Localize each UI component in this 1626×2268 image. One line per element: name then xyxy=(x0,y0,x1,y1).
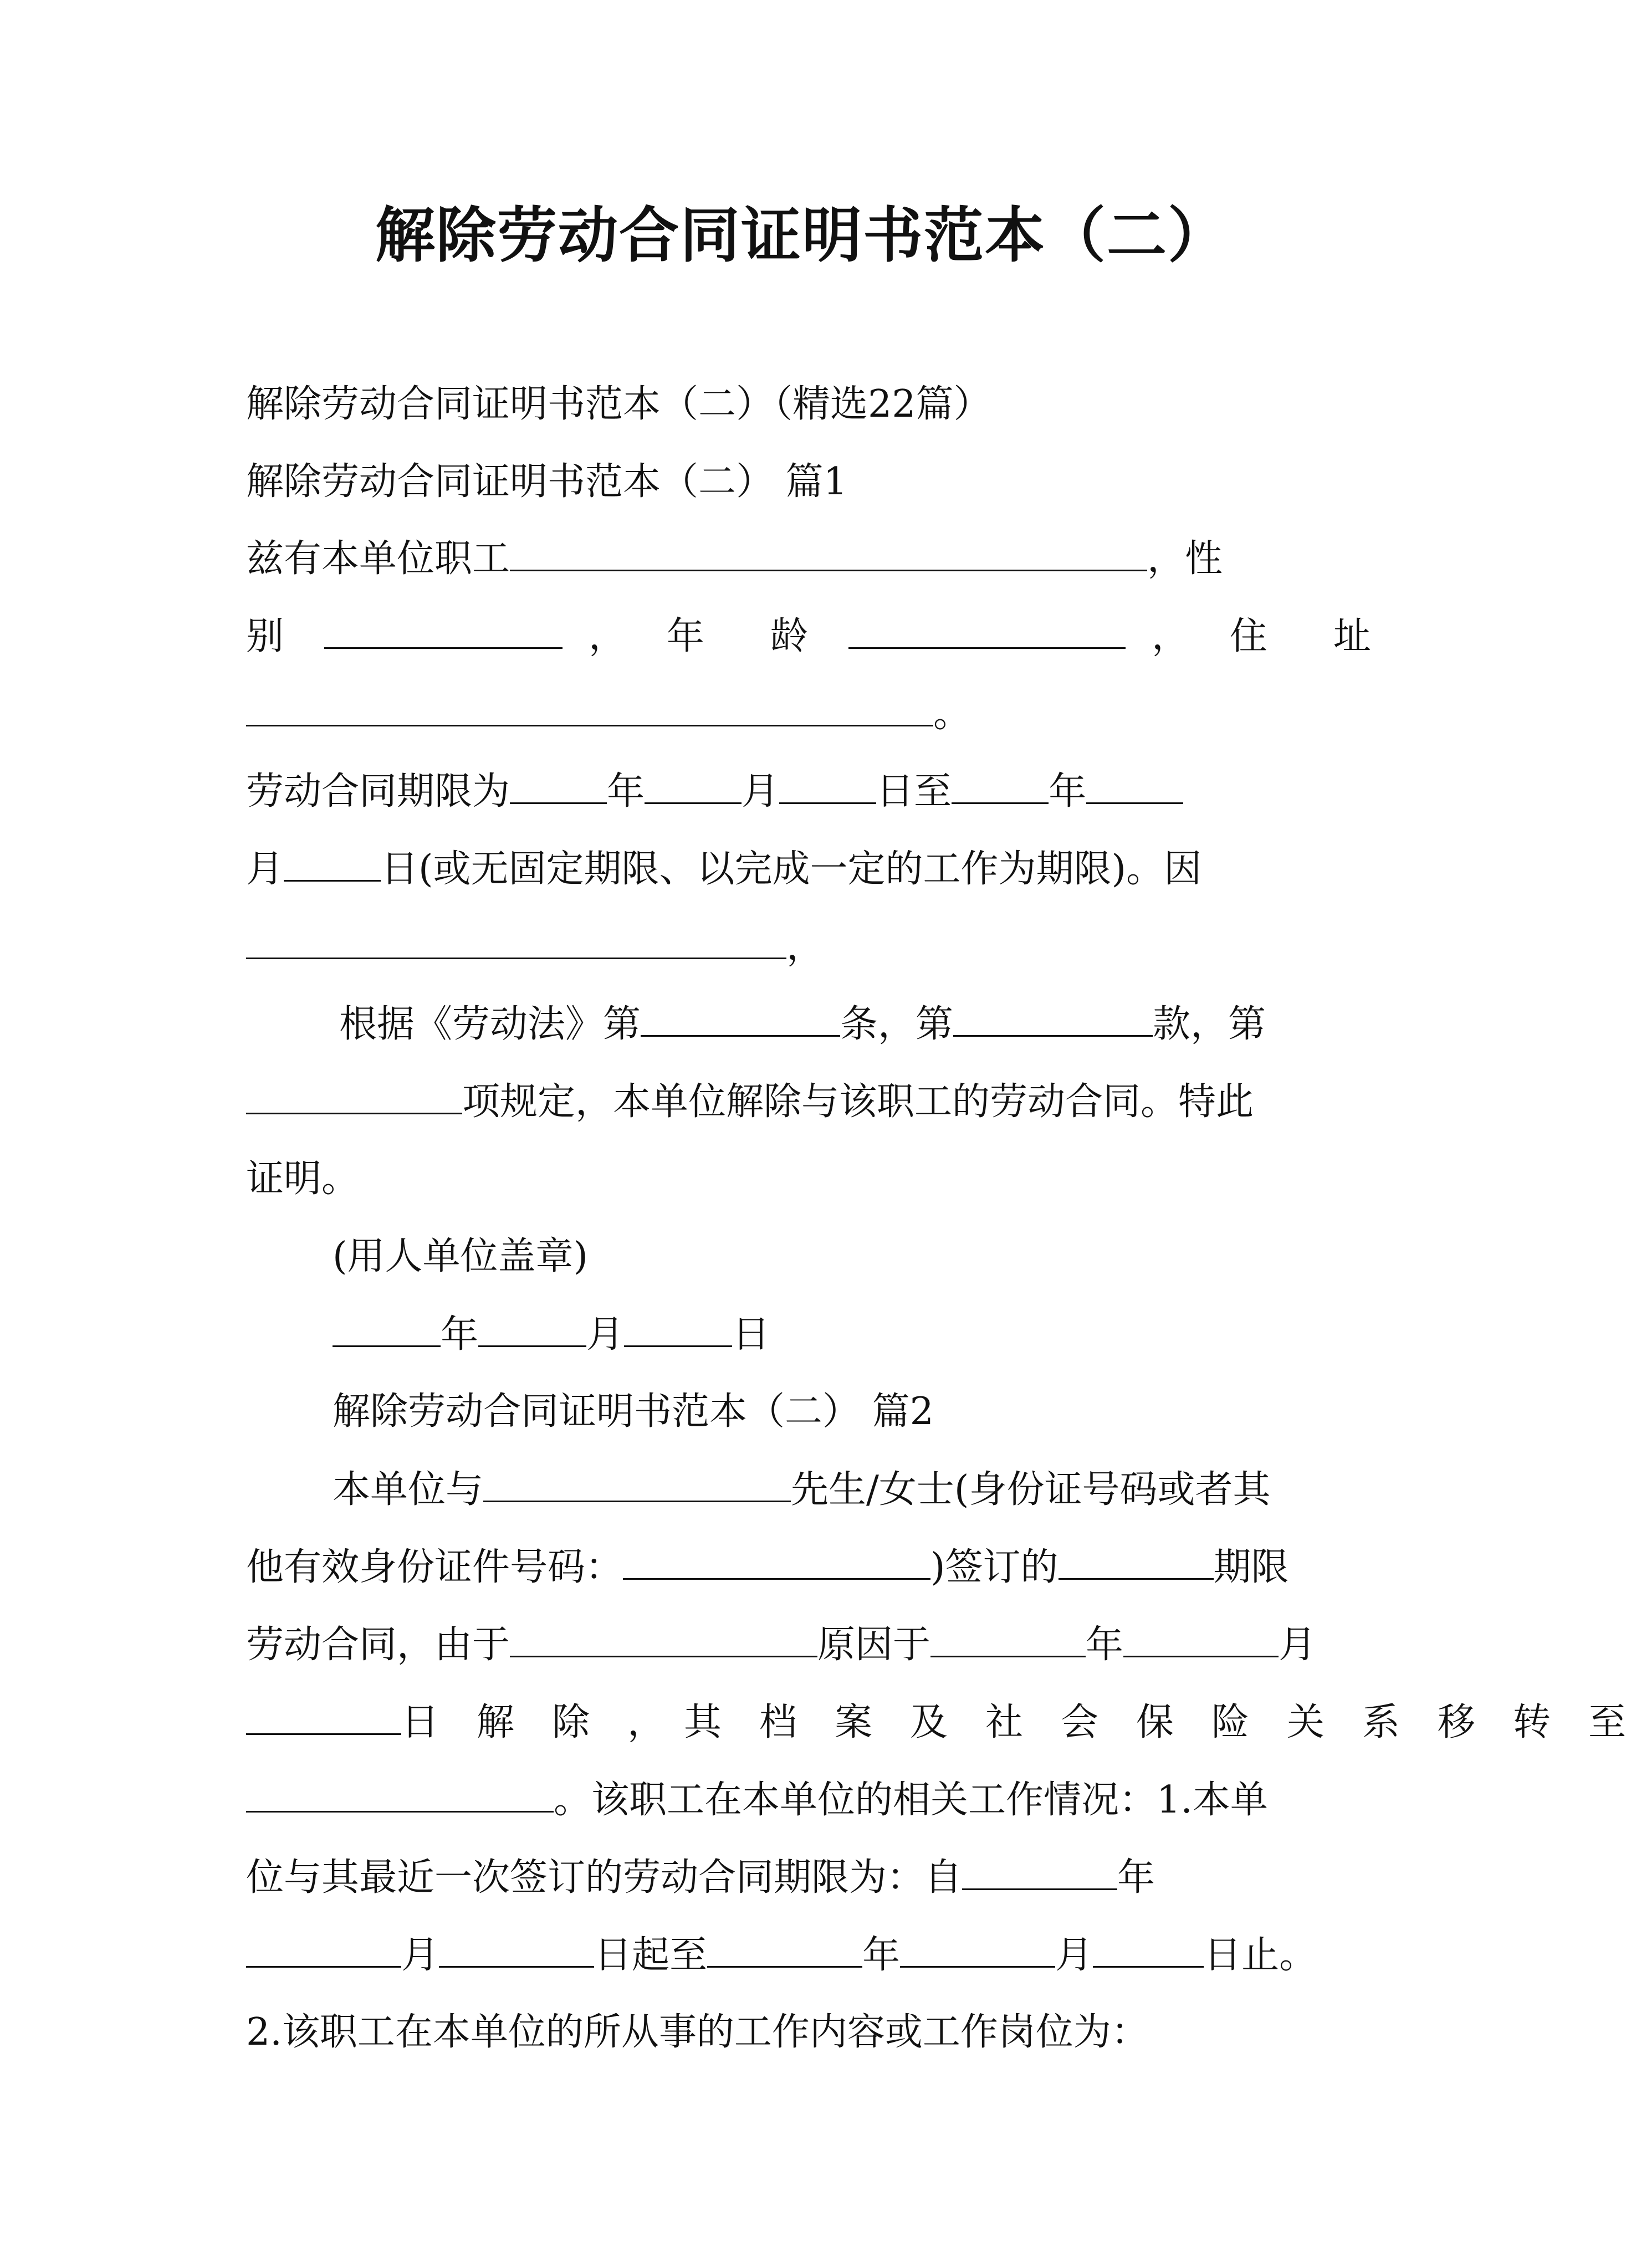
paragraph-line xyxy=(246,1539,1371,1595)
blank-contract-start-day[interactable] xyxy=(439,1927,594,1968)
text-run: 劳动合同，由于 xyxy=(246,1623,510,1667)
text-run: 本单位与 xyxy=(333,1468,484,1512)
text-run: 年 xyxy=(1117,1856,1155,1900)
blank-contract-term[interactable] xyxy=(1059,1539,1214,1580)
subtitle: 解除劳动合同证明书范本（二）（精选22篇） xyxy=(246,382,991,426)
paragraph-line xyxy=(333,1462,1371,1518)
text-run: 2.该职工在本单位的所从事的工作内容或工作岗位为： xyxy=(246,2010,1149,2054)
text-run: 兹有本单位职工 xyxy=(246,537,510,581)
blank-sign-year[interactable] xyxy=(333,1307,441,1347)
blank-employee-name[interactable] xyxy=(510,531,1147,571)
text-run: 月 xyxy=(742,770,780,813)
text-run: ， xyxy=(589,615,641,658)
text-run: 日(或无固定期限、以完成一定的工作为期限)。因 xyxy=(381,847,1202,891)
text-run: 根据《劳动法》第 xyxy=(339,1002,641,1046)
section-1-heading: 解除劳动合同证明书范本（二） 篇1 xyxy=(246,460,847,504)
text-run: ，性 xyxy=(1147,537,1223,581)
blank-end-year[interactable] xyxy=(952,764,1049,804)
blank-contract-start-year[interactable] xyxy=(962,1850,1117,1890)
paragraph-line xyxy=(246,608,1371,664)
paragraph-line xyxy=(246,1850,1371,1906)
paragraph-line xyxy=(246,1927,1399,1983)
paragraph-line xyxy=(246,1694,1626,1750)
blank-transfer-destination[interactable] xyxy=(246,1772,554,1813)
paragraph-line xyxy=(246,1772,1371,1828)
text-run: 年 龄 xyxy=(666,615,822,658)
section-2-heading-line xyxy=(333,1384,1371,1440)
text-run: )签订的 xyxy=(930,1545,1059,1589)
blank-end-month[interactable] xyxy=(1086,764,1183,804)
paragraph-line xyxy=(246,2005,1371,2060)
text-run: 日起至 xyxy=(594,1933,708,1977)
text-run: 月 xyxy=(1279,1623,1317,1667)
text-run: 项规定，本单位解除与该职工的劳动合同。特此 xyxy=(462,1080,1254,1124)
blank-gender[interactable] xyxy=(324,608,563,649)
date-line xyxy=(333,1307,1371,1363)
text-run: 位与其最近一次签订的劳动合同期限为：自 xyxy=(246,1856,963,1900)
paragraph-line xyxy=(246,919,1371,975)
blank-termination-month[interactable] xyxy=(1123,1617,1279,1657)
text-run: 劳动合同期限为 xyxy=(246,770,510,813)
text-run: 别 xyxy=(246,615,298,658)
text-run: 年 xyxy=(1049,770,1087,813)
text-run: 款，第 xyxy=(1153,1002,1266,1046)
text-run: 日至 xyxy=(876,770,952,813)
blank-end-day[interactable] xyxy=(284,841,381,882)
document-title: 解除劳动合同证明书范本（二） xyxy=(375,201,1229,270)
section-1-heading-line xyxy=(246,454,1371,510)
text-run: 。该职工在本单位的相关工作情况：1.本单 xyxy=(554,1778,1268,1822)
blank-termination-reason[interactable] xyxy=(510,1617,817,1657)
text-run: 。 xyxy=(933,692,971,736)
text-run: 先生/女士(身份证号码或者其 xyxy=(791,1468,1271,1512)
blank-clause[interactable] xyxy=(953,996,1153,1037)
section-2-heading: 解除劳动合同证明书范本（二） 篇2 xyxy=(333,1390,934,1434)
text-run: 月 xyxy=(1055,1933,1093,1977)
blank-reason[interactable] xyxy=(246,919,786,959)
blank-contract-start-month[interactable] xyxy=(246,1927,401,1968)
paragraph-line xyxy=(339,996,1371,1052)
blank-sign-month[interactable] xyxy=(478,1307,586,1347)
text-run: 日止。 xyxy=(1204,1933,1317,1977)
blank-address[interactable] xyxy=(246,686,933,726)
blank-start-day[interactable] xyxy=(779,764,876,804)
text-run: 年 xyxy=(862,1933,901,1977)
text-run: 日 解 除 ， 其 档 案 及 社 会 保 险 关 系 移 转 至 xyxy=(401,1701,1626,1744)
paragraph-line xyxy=(246,531,1371,587)
text-run: 月 xyxy=(246,847,284,891)
blank-contract-end-year[interactable] xyxy=(707,1927,862,1968)
blank-id-number[interactable] xyxy=(623,1539,930,1580)
blank-sign-day[interactable] xyxy=(624,1307,732,1347)
text-run: 年 xyxy=(441,1313,479,1356)
paragraph-line xyxy=(246,1151,1371,1207)
text-run: ， xyxy=(1151,615,1204,658)
text-run: 月 xyxy=(401,1933,439,1977)
blank-start-year[interactable] xyxy=(510,764,607,804)
text-run: 期限 xyxy=(1213,1545,1289,1589)
seal-label: (用人单位盖章) xyxy=(333,1235,589,1278)
subtitle-line xyxy=(246,377,1371,432)
blank-age[interactable] xyxy=(848,608,1126,649)
text-run: 住 址 xyxy=(1229,615,1371,658)
text-run: 原因于 xyxy=(817,1623,931,1667)
blank-article[interactable] xyxy=(641,996,840,1037)
paragraph-line xyxy=(246,1617,1371,1673)
blank-contract-end-month[interactable] xyxy=(900,1927,1055,1968)
blank-termination-year[interactable] xyxy=(930,1617,1086,1657)
text-run: 年 xyxy=(1086,1623,1124,1667)
seal-line xyxy=(333,1229,1371,1284)
text-run: 条，第 xyxy=(840,1002,954,1046)
text-run: 年 xyxy=(607,770,645,813)
text-run: 日 xyxy=(732,1313,770,1356)
paragraph-line xyxy=(246,764,1371,820)
text-run: 他有效身份证件号码： xyxy=(246,1545,623,1589)
blank-contract-end-day[interactable] xyxy=(1093,1927,1204,1968)
text-run: 证明。 xyxy=(246,1157,360,1201)
paragraph-line xyxy=(246,686,1371,742)
text-run: ， xyxy=(786,925,825,969)
blank-termination-day[interactable] xyxy=(246,1694,401,1735)
blank-start-month[interactable] xyxy=(645,764,742,804)
blank-item[interactable] xyxy=(246,1074,462,1114)
blank-person-name[interactable] xyxy=(483,1462,791,1502)
paragraph-line xyxy=(246,1074,1371,1130)
paragraph-line xyxy=(246,841,1371,897)
text-run: 月 xyxy=(586,1313,625,1356)
